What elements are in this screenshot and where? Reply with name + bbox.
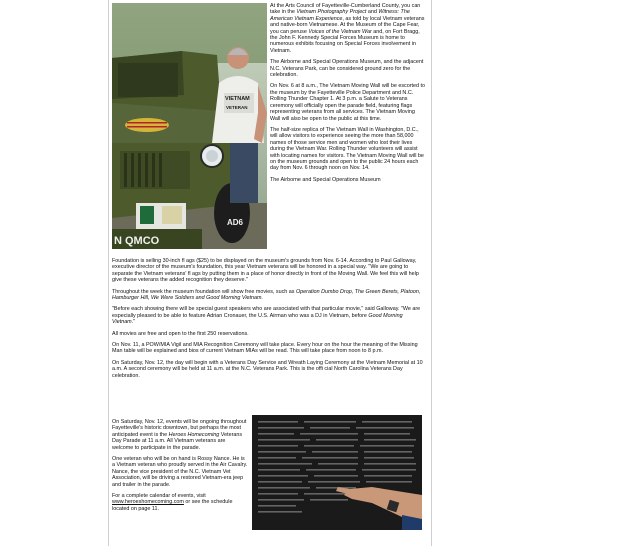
paragraph-guest-speakers: "Before each showing there will be special guest speakers who are associated with that particular movie," said Galloway. "We are especially pleased to be able to feature Adrian Cronauer, the U.S. Airman who was a DJ in Vietnam, before Good Morning Vietnam." [112,306,421,326]
photo-wall-names [252,415,422,530]
article-right-column [270,3,426,183]
jeep-photo-graphic [112,3,267,249]
article-full-width [112,258,426,379]
paragraph-movies: Throughout the week the museum foundation will show free movies, such as Operation Dumbo Drop, The Green Berets, Platoon, Hamburger Hill, We Were Soldiers and Good Morning Vietnam. [112,288,421,302]
photo-veteran-jeep [112,3,267,249]
paragraph-wall-replica: The half-size replica of The Vietnam Wall in Washington, D.C., will allow visitors to experience seeing the more than 58,000 names of those service men and women who lost their lives during the Vietnam War. Rolling Thunder volunteers will assist with locating names for visitors. The Vietnam Moving Wall will be on the museum grounds and open to the public 24 hours each day from Nov. 6 through noon on Nov. 14. [270,126,424,172]
paragraph-moving-wall-escort: On Nov. 6 at 8 a.m., The Vietnam Moving Wall will be escorted to the museum by the Fayetteville Police Department and N.C. Rolling Thunder Chapter 1. At 3 p.m. a Salute to Veterans ceremony will officially open the parade field, featuring flags representing veterans from all services. The Vietnam Moving Wall will also be open to the public at this time. [270,83,425,122]
shirt-text-veteran: VETERAN [226,105,248,110]
paragraph-flags: Foundation is selling 30-inch fl ags ($25) to be displayed on the museum's grounds from Nov. 6-14. According to Paul Galloway, executive director of the museum's foundation, this year Vietnam veterans will be honored in a special way. "We are going to separate the Vietnam veterans' fl ags by putting them in a place of honor directly in front of the Moving Wall. We feel this will help give these veterans the added recognition they deserve." [112,258,419,284]
paragraph-reservations: All movies are free and open to the first 250 reservations. [112,330,249,337]
bumper-plate-text: N QMCO [114,235,160,247]
shirt-text-vietnam: VIETNAM [225,96,250,102]
paragraph-parade: On Saturday, Nov. 12, events will be ongoing throughout Fayetteville's historic downtown, but perhaps the most anticipated event is the Heroes Homecoming Veterans Day Parade at 11 a.m. All Vietnam veterans are welcome to participate in the parade. [112,419,247,451]
paragraph-pow-mia: On Nov. 11, a POW/MIA Vigil and MIA Recognition Ceremony will take place. Every hour on the hour the meaning of the Missing Man table will be explained and bios of current Vietnam MIAs will be read. This will take place from noon to 8 p.m. [112,342,418,355]
paragraph-museum-lead: The Airborne and Special Operations Museum [270,176,381,183]
heroes-homecoming-link[interactable]: www.heroeshomecoming.com [112,499,184,506]
paragraph-arts-council: At the Arts Council of Fayetteville-Cumberland County, you can take in the Vietnam Photography Project and Witness: The American Vietnam Experience, as told by local Vietnam veterans and native-born Vietnamese. At the Museum of the Cape Fear, you can peruse Voices of the Vietnam War and, on Fort Bragg, the John F. Kennedy Special Forces Museum is home to numerous exhibits focusing on Special Forces involvement in Vietnam. [270,3,425,54]
paragraph-airborne-museum: The Airborne and Special Operations Museum, and the adjacent N.C. Veterans Park, can be considered ground zero for the celebration. [270,59,424,79]
paragraph-calendar: For a complete calendar of events, visit www.heroeshomecoming.com or see the schedule located on page 11. [112,493,233,512]
bumper-code: AD6 [227,218,244,227]
paragraph-veterans-day: On Saturday, Nov. 12, the day will begin with a Veterans Day Service and Wreath Laying Ceremony at the Vietnam Memorial at 10 a.m. A second ceremony will be held at 11 a.m. at the N.C. Veterans Park. This is the offi cial North Carolina Veterans Day celebration. [112,359,423,379]
article-bottom-left [112,419,248,512]
paragraph-rossy-nance: One veteran who will be on hand is Rossy Nance. He is a Vietnam veteran who proudly served in the Air Cavalry. Nance, the vice president of the N.C. Vietnam Vet Association, will be driving a restored Vietnam-era jeep and trailer in the parade. [112,456,248,488]
wall-photo-graphic [252,415,422,530]
